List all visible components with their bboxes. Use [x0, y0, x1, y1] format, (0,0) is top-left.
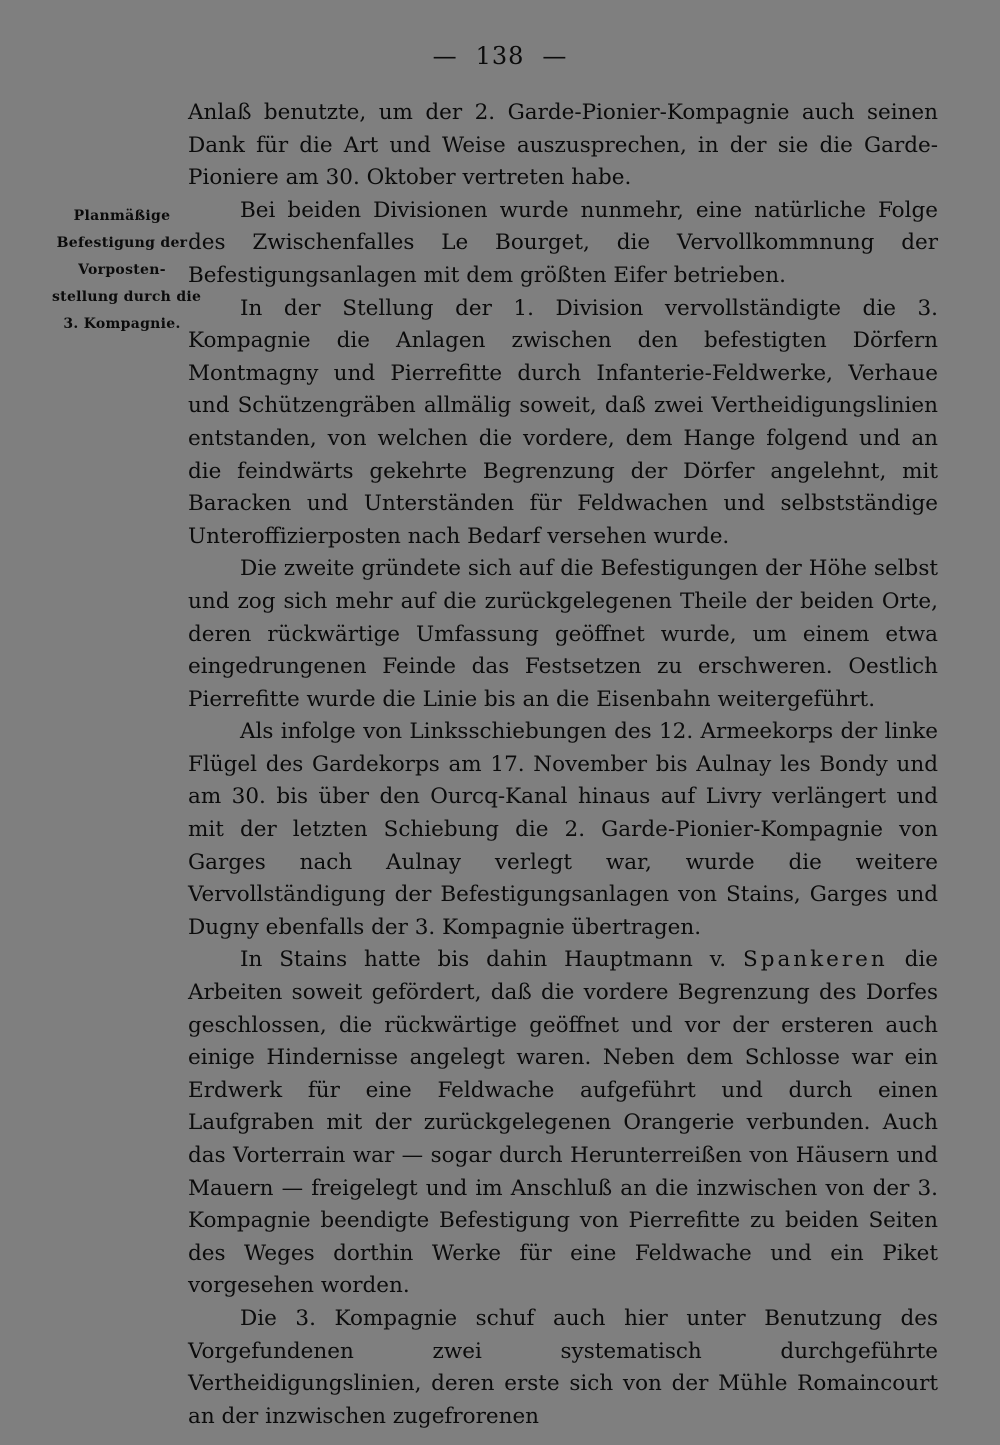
page-number: 138: [475, 42, 525, 70]
paragraph: Bei beiden Divisionen wurde nunmehr, eine natürliche Folge des Zwischenfalles Le Bourget, die Vervollkommnung der Befestigungsanlagen mit dem größten Eifer betrieben.: [188, 197, 938, 288]
margin-note-line: stellung durch die: [52, 289, 202, 305]
margin-note-line: Planmäßige: [73, 208, 171, 224]
margin-note-line: Befestigung der: [56, 235, 188, 251]
margin-note-line: Vorposten-: [78, 262, 166, 278]
paragraph: Die 3. Kompagnie schuf auch hier unter Benutzung des Vorgefundenen zwei systematisch durchgeführte Vertheidigungslinien, deren erste sich von der Mühle Romaincourt an der inzwischen zugefrorenen: [188, 1305, 938, 1429]
paragraph: Die zweite gründete sich auf die Befestigungen der Höhe selbst und zog sich mehr auf die zurückgelegenen Theile der beiden Orte, deren rückwärtige Umfassung geöffnet wurde, um einem etwa eingedrungenen Feinde das Festsetzen zu erschweren. Oestlich Pierrefitte wurde die Linie bis an die Eisenbahn weitergeführt.: [188, 556, 938, 712]
body-text: [188, 97, 938, 1433]
paragraph: In der Stellung der 1. Division vervollständigte die 3. Kompagnie die Anlagen zwischen den befestigten Dörfern Montmagny und Pierrefitte durch Infanterie-Feldwerke, Verhaue und Schützengräben allmälig soweit, daß zwei Vertheidigungslinien entstanden, von welchen die vordere, dem Hange folgend und an die feindwärts gekehrte Begrenzung der Dörfer angelehnt, mit Baracken und Unterständen für Feldwachen und selbstständige Unteroffizierposten nach Bedarf versehen wurde.: [188, 295, 938, 549]
paragraph-continued: Anlaß benutzte, um der 2. Garde-Pionier-Kompagnie auch seinen Dank für die Art und Weise auszusprechen, in der sie die Garde-Pioniere am 30. Oktober vertreten habe.: [188, 100, 938, 191]
margin-note: [52, 203, 202, 338]
paragraph-text: In Stains hatte bis dahin Hauptmann v.: [240, 947, 743, 973]
margin-note-line: 3. Kompagnie.: [63, 316, 181, 332]
page-header: [0, 42, 1000, 70]
paragraph: [188, 944, 938, 1303]
paragraph: Als infolge von Linksschiebungen des 12. Armeekorps der linke Flügel des Gardekorps am 17. November bis Aulnay les Bondy und am 30. bis über den Ourcq-Kanal hinaus auf Livry verlängert und mit der letzten Schiebung die 2. Garde-Pionier-Kompagnie von Garges nach Aulnay verlegt war, wurde die weitere Vervollständigung der Befestigungsanlagen von Stains, Garges und Dugny ebenfalls der 3. Kompagnie übertragen.: [188, 719, 938, 940]
header-dash-left: —: [432, 42, 458, 70]
paragraph-text: die Arbeiten soweit gefördert, daß die vordere Begrenzung des Dorfes geschlossen, die rückwärtige geöffnet und vor der ersteren auch einige Hindernisse angelegt waren. Neben dem Schlosse war ein Erdwerk für eine Feldwache aufgeführt und durch einen Laufgraben mit der zurückgelegenen Orangerie verbunden. Auch das Vorterrain war — sogar durch Herunterreißen von Häusern und Mauern — freigelegt und im Anschluß an die inzwischen von der 3. Kompagnie beendigte Befestigung von Pierrefitte zu beiden Seiten des Weges dorthin Werke für eine Feldwache und ein Piket vorgesehen worden.: [188, 947, 938, 1299]
header-dash-right: —: [542, 42, 568, 70]
spaced-name: Spankeren: [743, 947, 888, 973]
